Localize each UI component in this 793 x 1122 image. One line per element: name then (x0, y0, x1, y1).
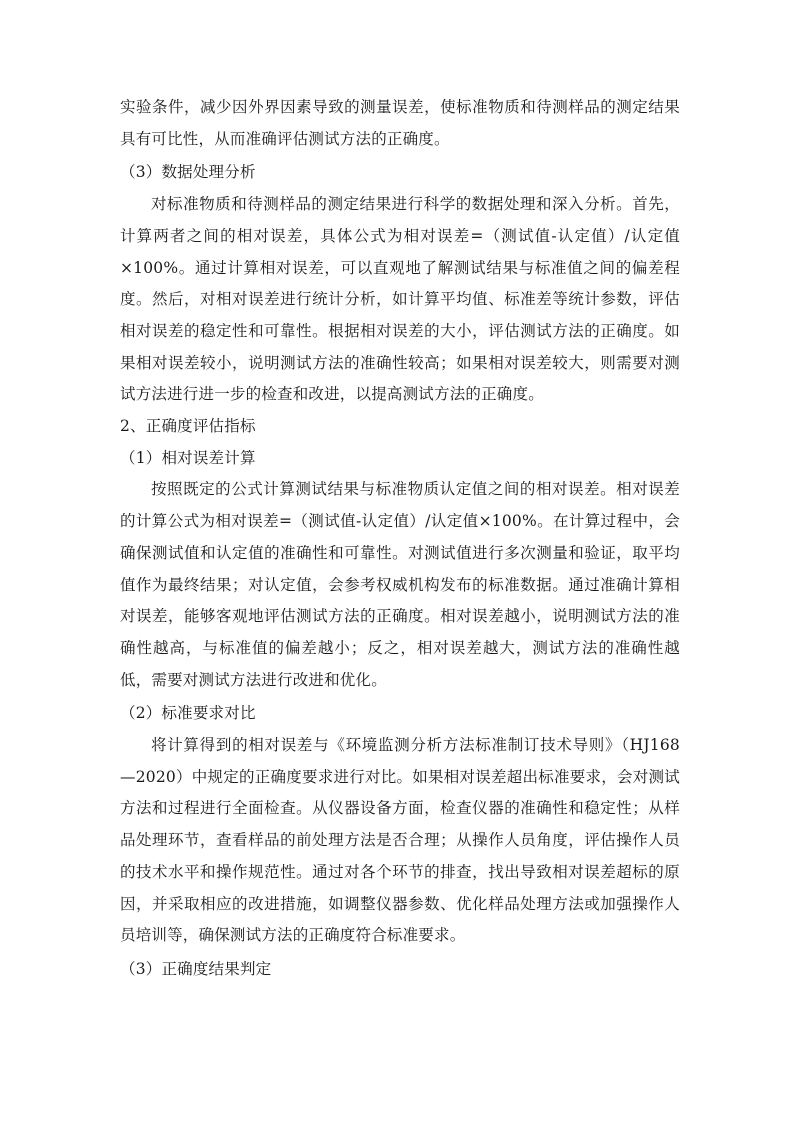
paragraph-standard-comparison: 将计算得到的相对误差与《环境监测分析方法标准制订技术导则》（HJ168—2020）中规定的正确度要求进行对比。如果相对误差超出标准要求，会对测试方法和过程进行全面检查。从仪器设备方面，检查仪器的准确性和稳定性；从样品处理环节，查看样品的前处理方法是否合理；从操作人员角度，评估操作人员的技术水平和操作规范性。通过对各个环节的排查，找出导致相对误差超标的原因，并采取相应的改进措施，如调整仪器参数、优化样品处理方法或加强操作人员培训等，确保测试方法的正确度符合标准要求。 (120, 736, 680, 945)
document-body (120, 92, 680, 986)
heading-relative-error-calculation: （1）相对误差计算 (120, 448, 256, 467)
paragraph-relative-error: 按照既定的公式计算测试结果与标准物质认定值之间的相对误差。相对误差的计算公式为相对误差=（测试值-认定值）/认定值×100%。在计算过程中，会确保测试值和认定值的准确性和可靠性。对测试值进行多次测量和验证，取平均值作为最终结果；对认定值，会参考权威机构发布的标准数据。通过准确计算相对误差，能够客观地评估测试方法的正确度。相对误差越小，说明测试方法的准确性越高，与标准值的偏差越小；反之，相对误差越大，测试方法的准确性越低，需要对测试方法进行改进和优化。 (120, 480, 680, 689)
heading-standard-comparison: （2）标准要求对比 (120, 704, 256, 723)
paragraph-continuation: 实验条件，减少因外界因素导致的测量误差，使标准物质和待测样品的测定结果具有可比性，从而准确评估测试方法的正确度。 (120, 98, 680, 148)
heading-accuracy-evaluation-indicators: 2、正确度评估指标 (120, 417, 256, 436)
heading-accuracy-result-judgment: （3）正确度结果判定 (120, 959, 272, 978)
heading-data-processing-analysis: （3）数据处理分析 (120, 163, 256, 182)
paragraph-data-processing: 对标准物质和待测样品的测定结果进行科学的数据处理和深入分析。首先，计算两者之间的相对误差，具体公式为相对误差=（测试值-认定值）/认定值×100%。通过计算相对误差，可以直观地了解测试结果与标准值之间的偏差程度。然后，对相对误差进行统计分析，如计算平均值、标准差等统计参数，评估相对误差的稳定性和可靠性。根据相对误差的大小，评估测试方法的正确度。如果相对误差较小，说明测试方法的准确性较高；如果相对误差较大，则需要对测试方法进行进一步的检查和改进，以提高测试方法的正确度。 (120, 195, 680, 404)
